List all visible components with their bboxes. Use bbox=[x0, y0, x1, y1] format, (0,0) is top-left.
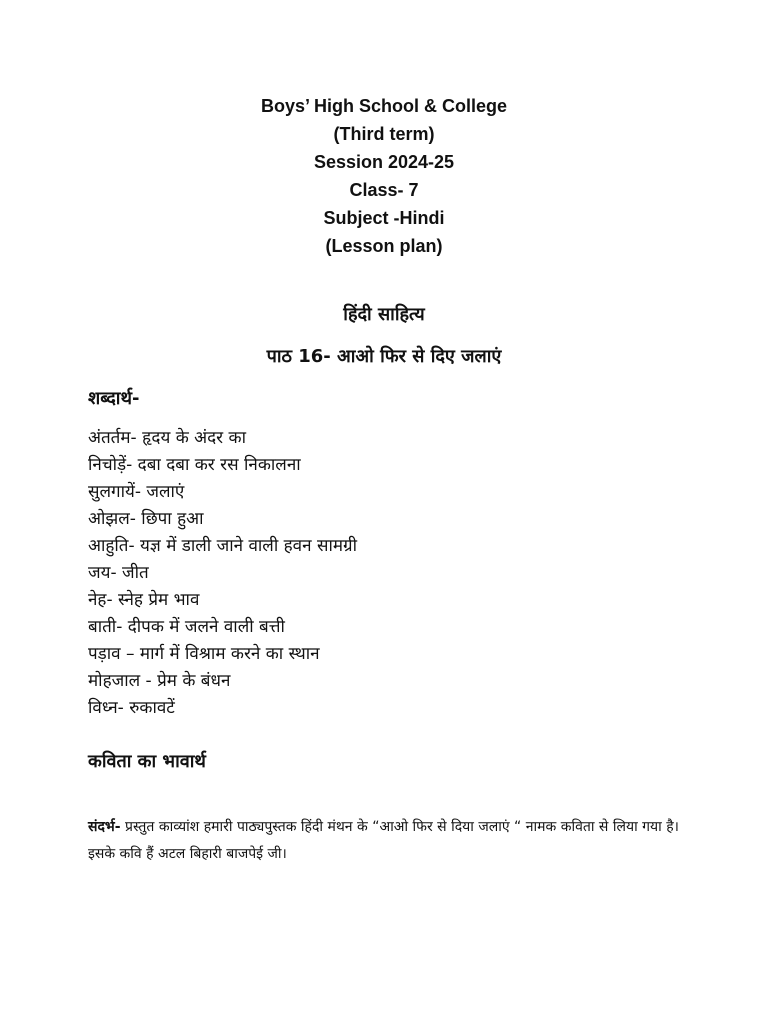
glossary-heading: शब्दार्थ- bbox=[88, 388, 140, 409]
subject-line: Subject -Hindi bbox=[323, 208, 445, 228]
glossary-item: विध्न- रुकावटें bbox=[88, 698, 175, 718]
term-line: (Third term) bbox=[333, 124, 435, 144]
glossary-item: जय- जीत bbox=[88, 563, 149, 583]
context-label: संदर्भ- bbox=[88, 819, 121, 835]
glossary-item: सुलगायें- जलाएं bbox=[88, 482, 185, 502]
school-name: Boys’ High School & College bbox=[260, 96, 508, 116]
class-line: Class- 7 bbox=[349, 180, 419, 200]
summary-heading: कविता का भावार्थ bbox=[88, 751, 206, 772]
session-line: Session 2024-25 bbox=[313, 152, 455, 172]
glossary-item: आहुति- यज्ञ में डाली जाने वाली हवन सामग्री bbox=[88, 536, 358, 556]
document-type-line: (Lesson plan) bbox=[325, 236, 443, 256]
glossary-item: मोहजाल - प्रेम के बंधन bbox=[88, 671, 231, 691]
context-text: प्रस्तुत काव्यांश हमारी पाठ्यपुस्तक हिंदी मंथन के “आओ फिर से दिया जलाएं “ नामक कविता से लिया गया है। इसके कवि हैं अटल बिहारी बाजपेई जी। bbox=[88, 819, 679, 862]
lesson-title: पाठ 16- आओ फिर से दिए जलाएं bbox=[266, 346, 502, 367]
subject-title: हिंदी साहित्य bbox=[343, 304, 425, 325]
document-header bbox=[0, 92, 768, 260]
glossary-item: बाती- दीपक में जलने वाली बत्ती bbox=[88, 617, 285, 637]
glossary-item: पड़ाव – मार्ग में विश्राम करने का स्थान bbox=[88, 644, 320, 664]
glossary-item: अंतर्तम- हृदय के अंदर का bbox=[88, 428, 247, 448]
context-paragraph bbox=[88, 814, 688, 868]
glossary-list bbox=[88, 425, 357, 722]
glossary-item: निचोड़ें- दबा दबा कर रस निकालना bbox=[88, 455, 301, 475]
glossary-item: नेह- स्नेह प्रेम भाव bbox=[88, 590, 200, 610]
glossary-item: ओझल- छिपा हुआ bbox=[88, 509, 204, 529]
